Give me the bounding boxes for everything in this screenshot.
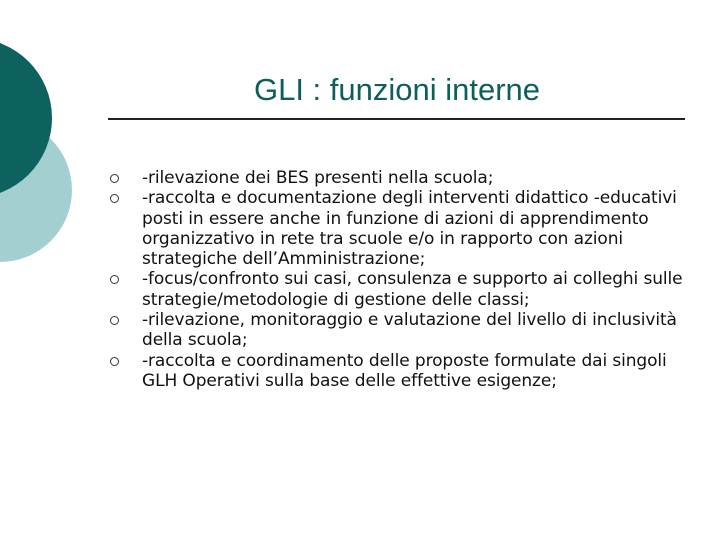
bullet-list (110, 168, 700, 391)
hollow-circle-bullet-icon (110, 357, 119, 366)
bullet-text: -rilevazione dei BES presenti nella scuola; (142, 168, 494, 188)
hollow-circle-bullet-icon (110, 275, 119, 284)
bullet-item (110, 269, 700, 310)
hollow-circle-bullet-icon (110, 194, 119, 203)
bullet-text: -raccolta e documentazione degli interventi didattico -educativi posti in essere anche in funzione di azioni di apprendimento organizzativo in rete tra scuole e/o in rapporto con azioni strategiche dell’Amministrazione; (142, 188, 677, 270)
hollow-circle-bullet-icon (110, 316, 119, 325)
bullet-item (110, 188, 700, 269)
hollow-circle-bullet-icon (110, 174, 119, 183)
bullet-item (110, 168, 700, 188)
bullet-item (110, 310, 700, 351)
bullet-text: -raccolta e coordinamento delle proposte formulate dai singoli GLH Operativi sulla base delle effettive esigenze; (142, 350, 667, 391)
bullet-item (110, 351, 700, 392)
bullet-text: -focus/confronto sui casi, consulenza e supporto ai colleghi sulle strategie/metodologie di gestione delle classi; (142, 269, 683, 310)
bullet-text: -rilevazione, monitoraggio e valutazione del livello di inclusività della scuola; (142, 310, 677, 351)
decorative-circles (0, 0, 110, 300)
slide-title: GLI : funzioni interne (253, 72, 541, 107)
title-divider (108, 118, 685, 120)
